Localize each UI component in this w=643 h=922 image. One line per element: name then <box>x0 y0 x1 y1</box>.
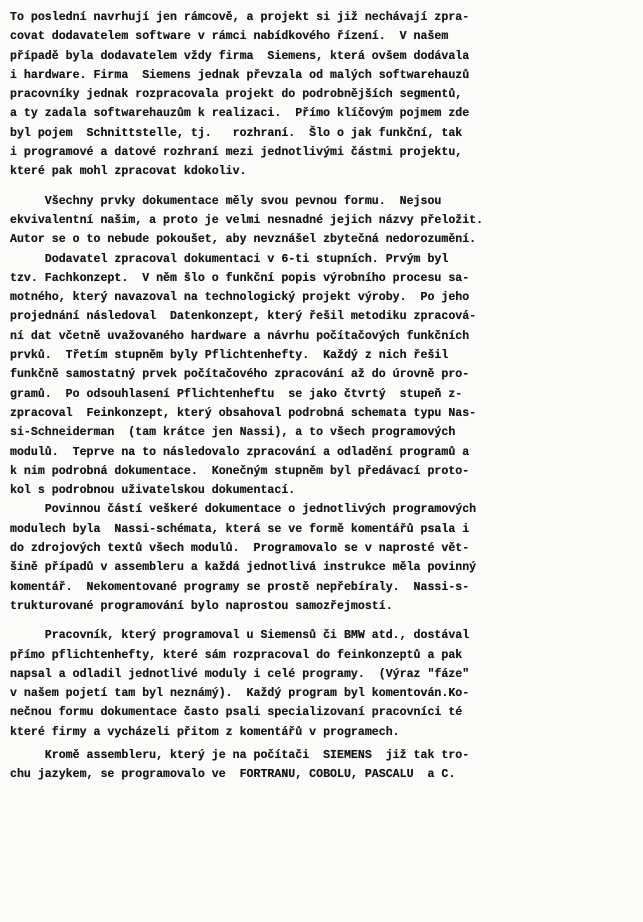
text-line: napsal a odladil jednotlivé moduly i celé programy. (Výraz "fáze" <box>10 667 470 681</box>
text-line: trukturované programování bylo naprostou samozřejmostí. <box>10 599 393 613</box>
text-line: komentář. Nekomentované programy se prostě nepřebíraly. Nassi-s- <box>10 580 470 594</box>
text-line: To poslední navrhují jen rámcově, a projekt si již nechávají zpra- <box>10 11 470 24</box>
text-line: Všechny prvky dokumentace měly svou pevnou formu. Nejsou <box>10 194 442 208</box>
text-line: nečnou formu dokumentace často psali specializovaní pracovníci té <box>10 706 463 720</box>
text-line: Kromě assembleru, který je na počítači SIEMENS již tak tro- <box>10 748 470 762</box>
text-line: modulech byla Nassi-schémata, která se ve formě komentářů psala i <box>10 522 470 536</box>
text-line: kol s podrobnou uživatelskou dokumentací. <box>10 484 296 498</box>
text-line: v našem pojetí tam byl neznámý). Každý program byl komentován.Ko- <box>10 687 470 701</box>
text-line: ní dat včetně uvažovaného hardware a návrhu počítačových funkčních <box>10 329 470 343</box>
text-line: byl pojem Schnittstelle, tj. rozhraní. Šlo o jak funkční, tak <box>10 126 463 140</box>
text-line: tzv. Fachkonzept. V něm šlo o funkční popis výrobního procesu sa- <box>10 271 470 285</box>
text-line: které firmy a vycházeli přitom z komentářů v programech. <box>10 725 400 739</box>
paragraph-6 <box>10 746 633 785</box>
text-line: šině případů v assembleru a každá jednotlivá instrukce měla povinný <box>10 561 477 575</box>
text-line: které pak mohl zpracovat kdokoliv. <box>10 165 247 179</box>
text-line: i programové a datové rozhraní mezi jednotlivými částmi projektu, <box>10 146 463 160</box>
text-line: si-Schneiderman (tam krátce jen Nassi), a to všech programových <box>10 426 456 440</box>
text-line: funkčně samostatný prvek počítačového zpracování až do úrovně pro- <box>10 368 470 382</box>
text-line: projednání následoval Datenkonzept, který řešil metodiku zpracová- <box>10 310 477 324</box>
text-line: covat dodavatelem software v rámci nabídkového řízení. V našem <box>10 30 449 44</box>
text-line: Autor se o to nebude pokoušet, aby nevznášel zbytečná nedorozumění. <box>10 233 477 247</box>
text-line: Povinnou částí veškeré dokumentace o jednotlivých programových <box>10 503 477 517</box>
text-line: k nim podrobná dokumentace. Konečným stupněm byl předávací proto- <box>10 464 470 478</box>
text-line: chu jazykem, se programovalo ve FORTRANU, COBOLU, PASCALU a C. <box>10 768 456 782</box>
text-line: Pracovník, který programoval u Siemensů či BMW atd., dostával <box>10 629 470 643</box>
text-line: modulů. Teprve na to následovalo zpracování a odladění programů a <box>10 445 470 459</box>
text-line: přímo pflichtenhefty, které sám rozpracoval do feinkonzeptů a pak <box>10 648 463 662</box>
text-line: Dodavatel zpracoval dokumentaci v 6-ti stupních. Prvým byl <box>10 252 449 266</box>
paragraph-gap <box>10 616 633 626</box>
text-line: pracovníky jednak rozpracovala projekt do podrobnějších segmentů, <box>10 88 463 102</box>
text-line: ekvivalentní našim, a proto je velmi nesnadné jejich názvy přeložit. <box>10 213 484 227</box>
paragraph-3 <box>10 250 633 501</box>
text-line: zpracoval Feinkonzept, který obsahoval podrobná schemata typu Nas- <box>10 406 477 420</box>
paragraph-4 <box>10 500 633 616</box>
text-line: motného, který navazoval na technologický projekt výroby. Po jeho <box>10 291 470 305</box>
text-line: a ty zadala softwarehauzům k realizaci. Přímo klíčovým pojmem zde <box>10 107 470 121</box>
paragraph-2 <box>10 192 633 250</box>
text-line: prvků. Třetím stupněm byly Pflichtenhefty. Každý z nich řešil <box>10 349 449 363</box>
text-line: gramů. Po odsouhlasení Pflichtenheftu se jako čtvrtý stupeň z- <box>10 387 463 401</box>
text-line: případě byla dodavatelem vždy firma Siemens, která ovšem dodávala <box>10 49 470 63</box>
text-line: do zdrojových textů všech modulů. Programovalo se v naprosté vět- <box>10 542 470 556</box>
paragraph-gap <box>10 182 633 192</box>
paragraph-5 <box>10 626 633 742</box>
paragraph-1 <box>10 8 633 182</box>
text-line: i hardware. Firma Siemens jednak převzala od malých softwarehauzů <box>10 68 470 82</box>
